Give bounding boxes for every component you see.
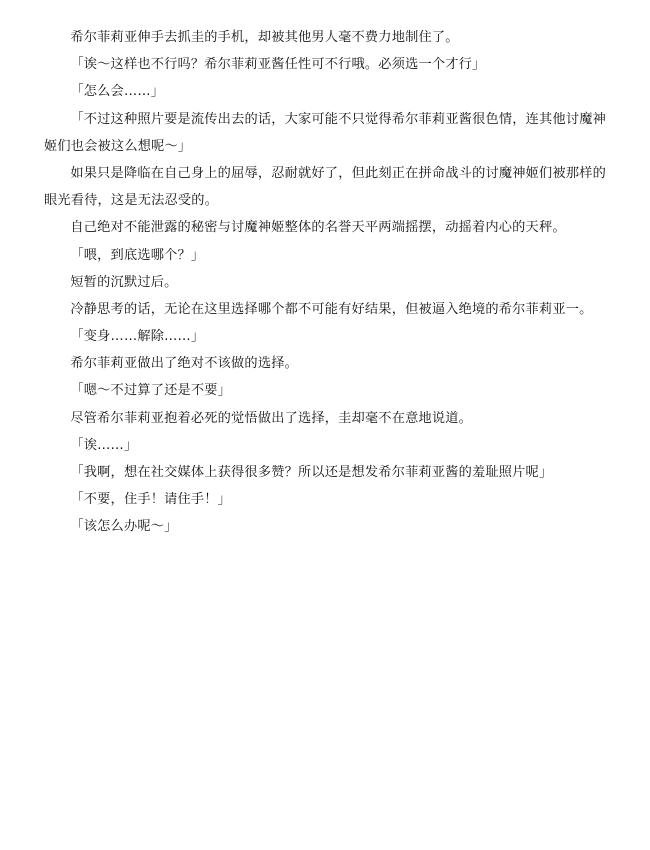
paragraph: 如果只是降临在自己身上的屈辱，忍耐就好了，但此刻正在拼命战斗的讨魔神姬们被那样的眼光看待，这是无法忍受的。 (44, 165, 606, 209)
paragraph: 希尔菲莉亚做出了绝对不该做的选择。 (70, 356, 298, 372)
paragraph: 尽管希尔菲莉亚抱着必死的觉悟做出了选择，圭却毫不在意地说道。 (70, 410, 473, 426)
paragraph: 「我啊，想在社交媒体上获得很多赞？所以还是想发希尔菲莉亚酱的羞耻照片呢」 (70, 465, 553, 480)
paragraph: 冷静思考的话，无论在这里选择哪个都不可能有好结果，但被逼入绝境的希尔菲莉亚一。 (70, 301, 593, 317)
paragraph: 「嗯～不过算了还是不要」 (70, 383, 232, 399)
paragraph: 「诶……」 (70, 437, 138, 453)
paragraph: 「不过这种照片要是流传出去的话，大家可能不只觉得希尔菲莉亚酱很色情，连其他讨魔神姬们也会被这么想呢～」 (44, 111, 606, 154)
paragraph-list (44, 24, 606, 541)
paragraph: 「喂，到底选哪个？」 (70, 247, 205, 263)
paragraph: 短暂的沉默过后。 (70, 274, 178, 290)
paragraph: 「怎么会……」 (70, 84, 165, 100)
paragraph: 「变身……解除……」 (70, 329, 205, 345)
paragraph: 「诶～这样也不行吗？希尔菲莉亚酱任性可不行哦。必须选一个才行」 (70, 57, 486, 73)
paragraph: 自己绝对不能泄露的秘密与讨魔神姬整体的名誉天平两端摇摆，动摇着内心的天秤。 (70, 220, 566, 236)
paragraph: 希尔菲莉亚伸手去抓圭的手机，却被其他男人毫不费力地制住了。 (70, 30, 459, 45)
paragraph: 「不要，住手！请住手！」 (70, 492, 232, 508)
paragraph: 「该怎么办呢～」 (70, 519, 178, 535)
